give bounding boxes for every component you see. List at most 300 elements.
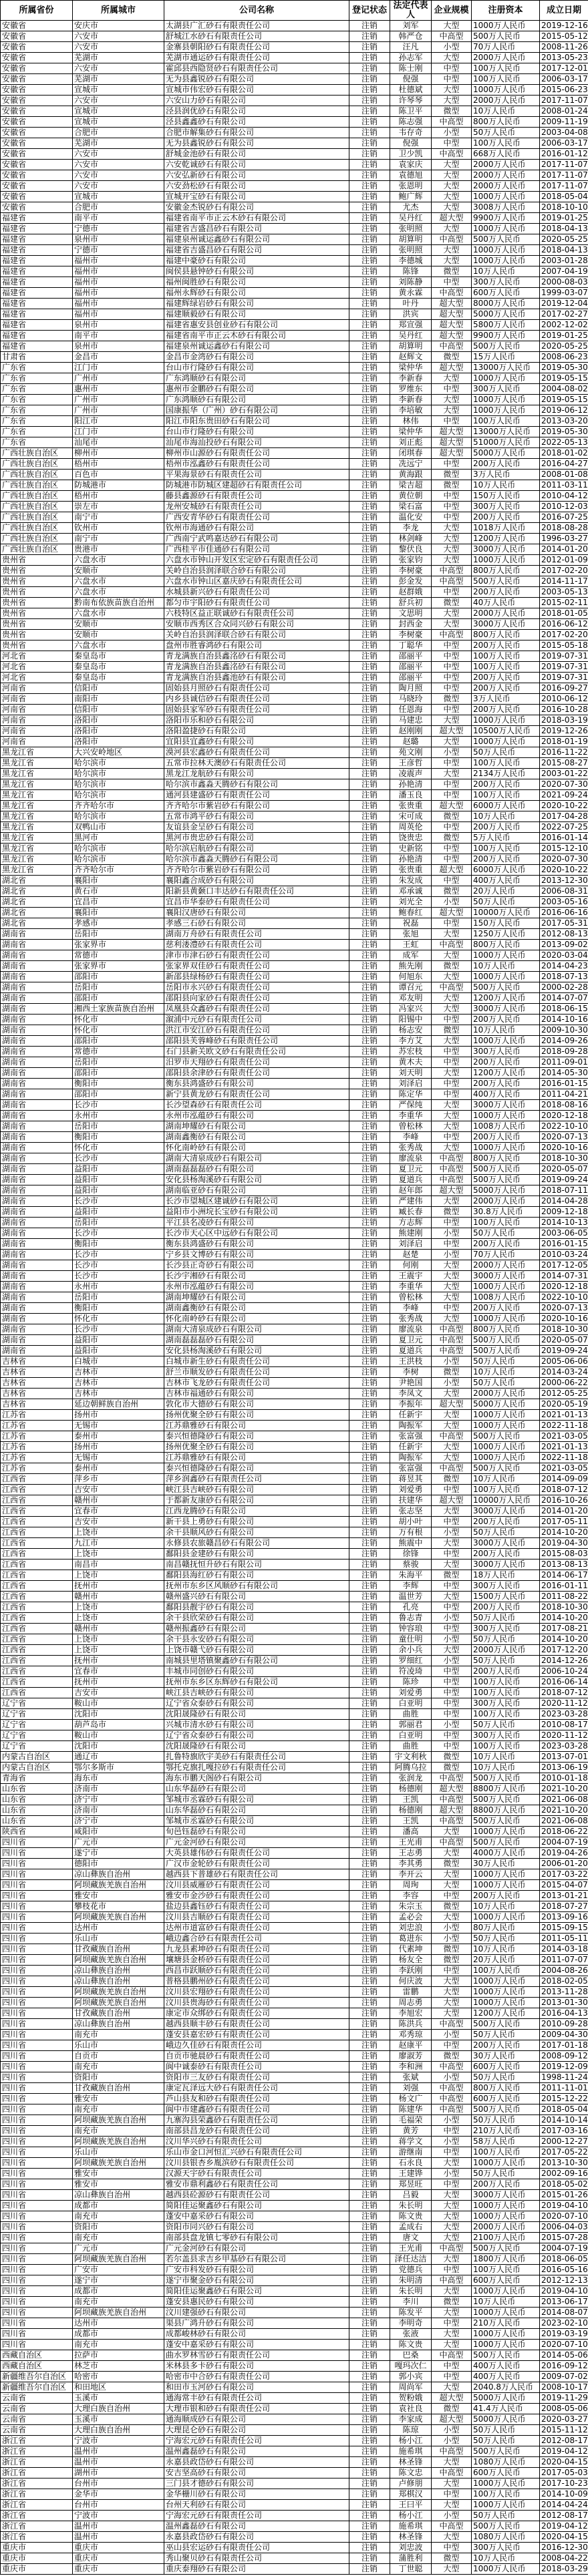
- cell-reg-status: 注销: [349, 608, 390, 619]
- cell-company-name: 洛阳盈捷砂石有限公司: [164, 726, 349, 737]
- cell-registered-capital: 3008万人民币: [472, 202, 540, 213]
- cell-registered-capital: 210万人民币: [472, 2318, 540, 2329]
- cell-founded-date: 2018-04-13: [540, 224, 588, 234]
- cell-province: 湖南省: [1, 1164, 73, 1175]
- cell-province: 江西省: [1, 1559, 73, 1570]
- cell-reg-status: 注销: [349, 2126, 390, 2137]
- cell-company-scale: 大型: [432, 1987, 472, 1998]
- cell-registered-capital: 1000万人民币: [472, 2286, 540, 2297]
- cell-reg-status: 注销: [349, 1410, 390, 1421]
- cell-company-scale: 中型: [432, 1624, 472, 1634]
- cell-registered-capital: 100万人民币: [472, 844, 540, 854]
- cell-registered-capital: 200万人民币: [472, 1079, 540, 1089]
- table-row: [1, 587, 588, 598]
- cell-city: 哈尔滨市: [73, 790, 164, 801]
- cell-company-scale: 超大型: [432, 1399, 472, 1410]
- cell-founded-date: 2022-07-25: [540, 822, 588, 833]
- cell-province: 河北省: [1, 673, 73, 683]
- cell-registered-capital: 5000万人民币: [472, 309, 540, 320]
- cell-legal-rep: 石永良: [390, 2158, 432, 2169]
- cell-reg-status: 注销: [349, 1527, 390, 1538]
- cell-company-scale: 大型: [432, 181, 472, 192]
- cell-company-scale: 中高型: [432, 1773, 472, 1784]
- cell-company-scale: 中型: [432, 1239, 472, 1250]
- cell-registered-capital: 10万人民币: [472, 811, 540, 822]
- cell-legal-rep: 代素坤: [390, 1944, 432, 1955]
- cell-province: 浙江省: [1, 2436, 73, 2446]
- cell-registered-capital: 100万人民币: [472, 138, 540, 149]
- cell-reg-status: 注销: [349, 640, 390, 651]
- cell-city: 岳阳市: [73, 1292, 164, 1303]
- table-row: [1, 128, 588, 138]
- table-row: [1, 2265, 588, 2275]
- cell-company-name: 台山市行隆砂石有限公司: [164, 363, 349, 373]
- cell-registered-capital: 1080万人民币: [472, 2532, 540, 2543]
- cell-city: 鞍山市: [73, 1698, 164, 1709]
- cell-city: 宁德市: [73, 245, 164, 256]
- cell-company-name: 九龙县素坤砂石有限责任公司: [164, 1944, 349, 1955]
- cell-company-scale: 中高型: [432, 1175, 472, 1185]
- cell-company-scale: 超大型: [432, 908, 472, 918]
- cell-founded-date: 2019-12-09: [540, 2062, 588, 2072]
- cell-province: 四川省: [1, 2094, 73, 2104]
- cell-founded-date: 2016-04-27: [540, 459, 588, 470]
- cell-city: 福州市: [73, 288, 164, 299]
- cell-registered-capital: 800万人民币: [472, 1153, 540, 1164]
- table-row: [1, 85, 588, 96]
- cell-reg-status: 注销: [349, 1827, 390, 1837]
- cell-registered-capital: 1000万人民币: [472, 1869, 540, 1880]
- cell-province: 湖南省: [1, 1292, 73, 1303]
- cell-reg-status: 注销: [349, 117, 390, 128]
- cell-city: 六安市: [73, 31, 164, 42]
- cell-province: 四川省: [1, 1976, 73, 1987]
- cell-legal-rep: 曲胜: [390, 1709, 432, 1720]
- cell-reg-status: 注销: [349, 1057, 390, 1068]
- cell-company-name: 黑龙江龙航砂石有限公司: [164, 769, 349, 779]
- cell-province: 四川省: [1, 2329, 73, 2340]
- cell-city: 永州市: [73, 1282, 164, 1292]
- cell-registered-capital: 10500万人民币: [472, 726, 540, 737]
- cell-company-name: 防城港市防城区建超砂石有限责任公司: [164, 480, 349, 491]
- cell-reg-status: 注销: [349, 1218, 390, 1228]
- cell-city: 防城港市: [73, 480, 164, 491]
- cell-registered-capital: 50万人民币: [472, 2511, 540, 2521]
- cell-founded-date: 1999-03-07: [540, 288, 588, 299]
- cell-province: 四川省: [1, 2083, 73, 2094]
- cell-reg-status: 注销: [349, 384, 390, 395]
- cell-registered-capital: 1000万人民币: [472, 2201, 540, 2211]
- cell-company-name: 藤县鑫源砂石有限责任公司: [164, 491, 349, 502]
- cell-legal-rep: 闭琪春: [390, 448, 432, 459]
- cell-company-scale: 大型: [432, 1410, 472, 1421]
- cell-city: 上饶市: [73, 1549, 164, 1559]
- cell-registered-capital: 10万人民币: [472, 1025, 540, 1036]
- table-row: [1, 865, 588, 876]
- cell-founded-date: 2014-07-31: [540, 1271, 588, 1282]
- cell-founded-date: 2019-01-25: [540, 213, 588, 224]
- cell-reg-status: 注销: [349, 2083, 390, 2094]
- cell-legal-rep: 李新春: [390, 373, 432, 384]
- cell-founded-date: 2016-01-14: [540, 833, 588, 844]
- cell-company-name: 邵阳县向家砂石有限责任公司: [164, 993, 349, 1004]
- cell-company-name: 资阳市三友砂石有限责任公司: [164, 2072, 349, 2083]
- cell-province: 广东省: [1, 384, 73, 395]
- cell-legal-rep: 陶月照: [390, 683, 432, 694]
- table-row: [1, 480, 588, 491]
- cell-registered-capital: 2000万人民币: [472, 1389, 540, 1399]
- cell-company-name: 金昌市金湾砂石有限公司: [164, 352, 349, 363]
- cell-registered-capital: 300万人民币: [472, 1698, 540, 1709]
- cell-province: 四川省: [1, 2137, 73, 2147]
- cell-city: 遂宁市: [73, 1848, 164, 1859]
- cell-reg-status: 注销: [349, 21, 390, 31]
- cell-city: 岳阳市: [73, 1057, 164, 1068]
- cell-reg-status: 注销: [349, 1741, 390, 1752]
- cell-legal-rep: 刘光全: [390, 897, 432, 908]
- cell-company-scale: 中型: [432, 2179, 472, 2190]
- cell-company-scale: 微型: [432, 1474, 472, 1485]
- cell-company-name: 壤塘县金桥砂石有限责任公司: [164, 1955, 349, 1966]
- cell-company-scale: 大型: [432, 1912, 472, 1923]
- table-row: [1, 2190, 588, 2201]
- cell-registered-capital: 500万人民币: [472, 2446, 540, 2457]
- cell-city: 成都市: [73, 2329, 164, 2340]
- cell-registered-capital: 1000万人民币: [472, 1987, 540, 1998]
- cell-company-name: 广安市科发砂石有限公司: [164, 2265, 349, 2275]
- cell-reg-status: 注销: [349, 1934, 390, 1944]
- cell-legal-rep: 丁聪华: [390, 640, 432, 651]
- col-header-legal-rep: 法定代表人: [390, 1, 432, 21]
- cell-company-scale: 中型: [432, 662, 472, 673]
- cell-company-scale: 微型: [432, 106, 472, 117]
- cell-company-name: 孝感三石砂石有限公司: [164, 918, 349, 929]
- cell-registered-capital: 500万人民币: [472, 982, 540, 993]
- cell-registered-capital: 500万人民币: [472, 1795, 540, 1805]
- table-row: [1, 598, 588, 608]
- cell-registered-capital: 210万人民币: [472, 2126, 540, 2137]
- cell-company-name: 钦州市海通砂石有限公司: [164, 523, 349, 534]
- cell-company-name: 赣州振鑫砂石有限公司: [164, 1624, 349, 1634]
- table-row: [1, 2318, 588, 2329]
- table-row: [1, 234, 588, 245]
- cell-province: 湖北省: [1, 876, 73, 886]
- cell-registered-capital: 50万人民币: [472, 2436, 540, 2446]
- table-row: [1, 715, 588, 726]
- cell-province: 湖南省: [1, 1228, 73, 1239]
- cell-city: 六安市: [73, 42, 164, 53]
- cell-province: 山东省: [1, 1816, 73, 1827]
- cell-reg-status: 注销: [349, 1998, 390, 2008]
- cell-province: 湖南省: [1, 1036, 73, 1047]
- cell-province: 新疆维吾尔自治区: [1, 2372, 73, 2382]
- cell-legal-rep: 王光甫: [390, 2243, 432, 2254]
- cell-company-name: 宁海宏元砂石有限责任公司: [164, 2436, 349, 2446]
- cell-registered-capital: 1000万人民币: [472, 1912, 540, 1923]
- cell-city: 玉溪市: [73, 2414, 164, 2425]
- cell-registered-capital: 300万人民币: [472, 1047, 540, 1057]
- cell-company-scale: 微型: [432, 266, 472, 277]
- cell-registered-capital: 50万人民币: [472, 2115, 540, 2126]
- cell-reg-status: 注销: [349, 2393, 390, 2404]
- table-row: [1, 2211, 588, 2222]
- cell-province: 安徽省: [1, 63, 73, 74]
- cell-founded-date: 2014-01-20: [540, 1506, 588, 1517]
- cell-legal-rep: 李龙: [390, 523, 432, 534]
- cell-company-name: 越西县下普雄砂石有限责任公司: [164, 1869, 349, 1880]
- cell-company-name: 洪江市安江砂石有限责任公司: [164, 1025, 349, 1036]
- cell-city: 崇左市: [73, 502, 164, 512]
- cell-company-name: 衡东县鸿盛砂石有限公司: [164, 1239, 349, 1250]
- cell-reg-status: 注销: [349, 1752, 390, 1763]
- cell-registered-capital: 5000万人民币: [472, 1185, 540, 1196]
- cell-company-scale: 中高型: [432, 2083, 472, 2094]
- cell-registered-capital: 600万人民币: [472, 288, 540, 299]
- cell-founded-date: 2021-10-20: [540, 1805, 588, 1816]
- cell-city: 芜湖市: [73, 53, 164, 63]
- cell-legal-rep: 朱明清: [390, 2275, 432, 2286]
- cell-company-scale: 中高型: [432, 2350, 472, 2361]
- cell-reg-status: 注销: [349, 1656, 390, 1666]
- cell-company-name: 永嘉县政岱砂石有限公司: [164, 2532, 349, 2543]
- table-row: [1, 405, 588, 416]
- cell-company-name: 福建省惠安县创业砂石有限公司: [164, 320, 349, 331]
- cell-reg-status: 注销: [349, 1912, 390, 1923]
- cell-company-scale: 中型: [432, 277, 472, 288]
- cell-city: 邵阳市: [73, 1036, 164, 1047]
- cell-legal-rep: 朱宗玉: [390, 1901, 432, 1912]
- cell-city: 上饶市: [73, 1527, 164, 1538]
- cell-reg-status: 注销: [349, 31, 390, 42]
- cell-legal-rep: 孙志军: [390, 53, 432, 63]
- cell-province: 四川省: [1, 2201, 73, 2211]
- cell-reg-status: 注销: [349, 566, 390, 576]
- cell-registered-capital: 2000万人民币: [472, 2222, 540, 2233]
- cell-city: 成都市: [73, 2201, 164, 2211]
- cell-legal-rep: 任新宇: [390, 1442, 432, 1453]
- cell-founded-date: 2016-01-11: [540, 1581, 588, 1592]
- table-row: [1, 2147, 588, 2158]
- cell-founded-date: 2014-10-09: [540, 2489, 588, 2500]
- cell-city: 益阳市: [73, 1207, 164, 1218]
- cell-company-name: 康定市众绑砂石有限责任公司: [164, 2008, 349, 2019]
- cell-city: 岳阳市: [73, 1218, 164, 1228]
- cell-province: 湖南省: [1, 1121, 73, 1132]
- cell-founded-date: 2010-06-12: [540, 694, 588, 705]
- cell-legal-rep: 臧长春: [390, 1207, 432, 1218]
- cell-city: 吉林市: [73, 1378, 164, 1389]
- cell-province: 四川省: [1, 1901, 73, 1912]
- cell-registered-capital: 1080万人民币: [472, 2457, 540, 2468]
- cell-province: 湖南省: [1, 1015, 73, 1025]
- cell-reg-status: 注销: [349, 2382, 390, 2393]
- cell-company-scale: 小型: [432, 1527, 472, 1538]
- cell-company-scale: 超大型: [432, 2414, 472, 2425]
- cell-founded-date: 2016-09-12: [540, 2361, 588, 2372]
- cell-registered-capital: 8000万人民币: [472, 299, 540, 309]
- table-row: [1, 2275, 588, 2286]
- cell-city: 温州市: [73, 2521, 164, 2532]
- cell-city: 湖州市: [73, 2468, 164, 2478]
- cell-city: 芜湖市: [73, 138, 164, 149]
- cell-province: 吉林省: [1, 1389, 73, 1399]
- cell-reg-status: 注销: [349, 1549, 390, 1559]
- table-row: [1, 2446, 588, 2457]
- cell-city: 钦州市: [73, 523, 164, 534]
- cell-legal-rep: 王曰平: [390, 2500, 432, 2511]
- cell-legal-rep: 黄位朝: [390, 491, 432, 502]
- cell-legal-rep: 李家成: [390, 2414, 432, 2425]
- cell-company-scale: 小型: [432, 1720, 472, 1730]
- cell-reg-status: 注销: [349, 2478, 390, 2489]
- cell-registered-capital: 400万人民币: [472, 1089, 540, 1100]
- cell-province: 湖南省: [1, 950, 73, 961]
- cell-company-name: 汶川县威雁砂石有限责任公司: [164, 1880, 349, 1891]
- cell-province: 浙江省: [1, 2532, 73, 2543]
- cell-province: 四川省: [1, 1955, 73, 1966]
- cell-legal-rep: 刘爱勇: [390, 1688, 432, 1698]
- cell-province: 湖南省: [1, 1335, 73, 1346]
- cell-legal-rep: 郭小宾: [390, 2372, 432, 2382]
- cell-company-scale: 超大型: [432, 427, 472, 437]
- cell-company-scale: 中型: [432, 683, 472, 694]
- table-row: [1, 844, 588, 854]
- cell-reg-status: 注销: [349, 1944, 390, 1955]
- cell-city: 衡阳市: [73, 1079, 164, 1089]
- cell-reg-status: 注销: [349, 1923, 390, 1934]
- table-row: [1, 1784, 588, 1795]
- cell-company-name: 长沙望森砂石有限责任公司: [164, 1100, 349, 1111]
- cell-company-scale: 微型: [432, 811, 472, 822]
- cell-city: 广元市: [73, 2243, 164, 2254]
- cell-registered-capital: 300万人民币: [472, 2543, 540, 2553]
- cell-company-scale: 中型: [432, 1709, 472, 1720]
- cell-legal-rep: 韦存奇: [390, 128, 432, 138]
- cell-province: 福建省: [1, 277, 73, 288]
- cell-company-scale: 小型: [432, 747, 472, 758]
- cell-registered-capital: 10万人民币: [472, 961, 540, 972]
- cell-registered-capital: 100万人民币: [472, 1218, 540, 1228]
- cell-legal-rep: 施希琪: [390, 2446, 432, 2457]
- cell-founded-date: 2014-09-09: [540, 1474, 588, 1485]
- cell-province: 安徽省: [1, 138, 73, 149]
- table-row: [1, 555, 588, 566]
- cell-company-scale: 小型: [432, 42, 472, 53]
- cell-province: 江西省: [1, 1517, 73, 1527]
- cell-reg-status: 注销: [349, 2040, 390, 2051]
- cell-founded-date: 2016-10-28: [540, 705, 588, 715]
- cell-city: 上饶市: [73, 1570, 164, 1581]
- cell-province: 河南省: [1, 715, 73, 726]
- table-row: [1, 1250, 588, 1260]
- cell-legal-rep: 邵丽平: [390, 673, 432, 683]
- cell-company-scale: 大型: [432, 2478, 472, 2489]
- cell-legal-rep: 周英伦: [390, 822, 432, 833]
- cell-city: 梧州市: [73, 491, 164, 502]
- cell-company-scale: 中型: [432, 1089, 472, 1100]
- table-row: [1, 1442, 588, 1453]
- cell-city: 金华市: [73, 2489, 164, 2500]
- cell-reg-status: 注销: [349, 1015, 390, 1025]
- cell-company-scale: 中高型: [432, 1324, 472, 1335]
- cell-reg-status: 注销: [349, 1132, 390, 1143]
- cell-company-name: 余干县欣荣砂石有限公司: [164, 1613, 349, 1624]
- cell-province: 广东省: [1, 427, 73, 437]
- table-row: [1, 1207, 588, 1218]
- cell-reg-status: 注销: [349, 1570, 390, 1581]
- cell-legal-rep: 叶丹: [390, 299, 432, 309]
- cell-city: 阿坝藏族羌族自治州: [73, 1880, 164, 1891]
- cell-province: 四川省: [1, 2008, 73, 2019]
- cell-founded-date: 2004-08-26: [540, 1966, 588, 1976]
- cell-province: 江西省: [1, 1474, 73, 1485]
- cell-registered-capital: 1000万人民币: [472, 2500, 540, 2511]
- cell-company-scale: 中型: [432, 790, 472, 801]
- cell-founded-date: 2018-04-13: [540, 245, 588, 256]
- cell-city: 沈阳市: [73, 1741, 164, 1752]
- cell-legal-rep: 阳锡中: [390, 1015, 432, 1025]
- cell-legal-rep: 郑宣强: [390, 320, 432, 331]
- table-row: [1, 1367, 588, 1378]
- cell-province: 江苏省: [1, 1410, 73, 1421]
- cell-company-scale: 大型: [432, 2500, 472, 2511]
- cell-legal-rep: 王建铧: [390, 2169, 432, 2179]
- cell-province: 贵州省: [1, 555, 73, 566]
- cell-company-name: 余干县顺风砂石有限公司: [164, 1527, 349, 1538]
- table-row: [1, 2062, 588, 2072]
- cell-company-name: 湖南大清泉成砂石有限公司: [164, 1324, 349, 1335]
- cell-company-name: 山东华磊砂石有限公司: [164, 1784, 349, 1795]
- cell-reg-status: 注销: [349, 1869, 390, 1880]
- table-row: [1, 1698, 588, 1709]
- cell-legal-rep: 陶振军: [390, 1453, 432, 1463]
- cell-company-scale: 大型: [432, 256, 472, 266]
- cell-founded-date: 2016-06-16: [540, 908, 588, 918]
- cell-registered-capital: 2000万人民币: [472, 1260, 540, 1271]
- cell-city: 南充市: [73, 2104, 164, 2115]
- cell-company-scale: 微型: [432, 598, 472, 608]
- cell-founded-date: 2014-04-28: [540, 1196, 588, 1207]
- cell-legal-rep: 邵丽平: [390, 662, 432, 673]
- table-row: [1, 1709, 588, 1720]
- cell-reg-status: 注销: [349, 619, 390, 630]
- cell-registered-capital: 10000万人民币: [472, 908, 540, 918]
- cell-reg-status: 注销: [349, 405, 390, 416]
- cell-company-name: 无为县鑫锐砂石有限公司: [164, 138, 349, 149]
- cell-reg-status: 注销: [349, 224, 390, 234]
- cell-founded-date: 2015-08-03: [540, 1549, 588, 1559]
- cell-province: 四川省: [1, 2104, 73, 2115]
- cell-legal-rep: 游继南: [390, 2147, 432, 2158]
- cell-city: 邵阳市: [73, 972, 164, 982]
- cell-city: 六安市: [73, 170, 164, 181]
- cell-province: 安徽省: [1, 117, 73, 128]
- cell-company-scale: 微型: [432, 2404, 472, 2414]
- table-row: [1, 1559, 588, 1570]
- cell-province: 江苏省: [1, 1442, 73, 1453]
- cell-company-name: 安化县杨淘溪砂石有限公司: [164, 1346, 349, 1356]
- cell-reg-status: 注销: [349, 1314, 390, 1324]
- cell-province: 贵州省: [1, 598, 73, 608]
- cell-registered-capital: 1000万人民币: [472, 224, 540, 234]
- cell-city: 秦皇岛市: [73, 673, 164, 683]
- cell-founded-date: 2013-06-19: [540, 1763, 588, 1773]
- cell-registered-capital: 2100万人民币: [472, 2233, 540, 2243]
- table-row: [1, 1592, 588, 1602]
- table-row: [1, 2425, 588, 2436]
- cell-registered-capital: 500万人民币: [472, 234, 540, 245]
- cell-city: 宣城市: [73, 117, 164, 128]
